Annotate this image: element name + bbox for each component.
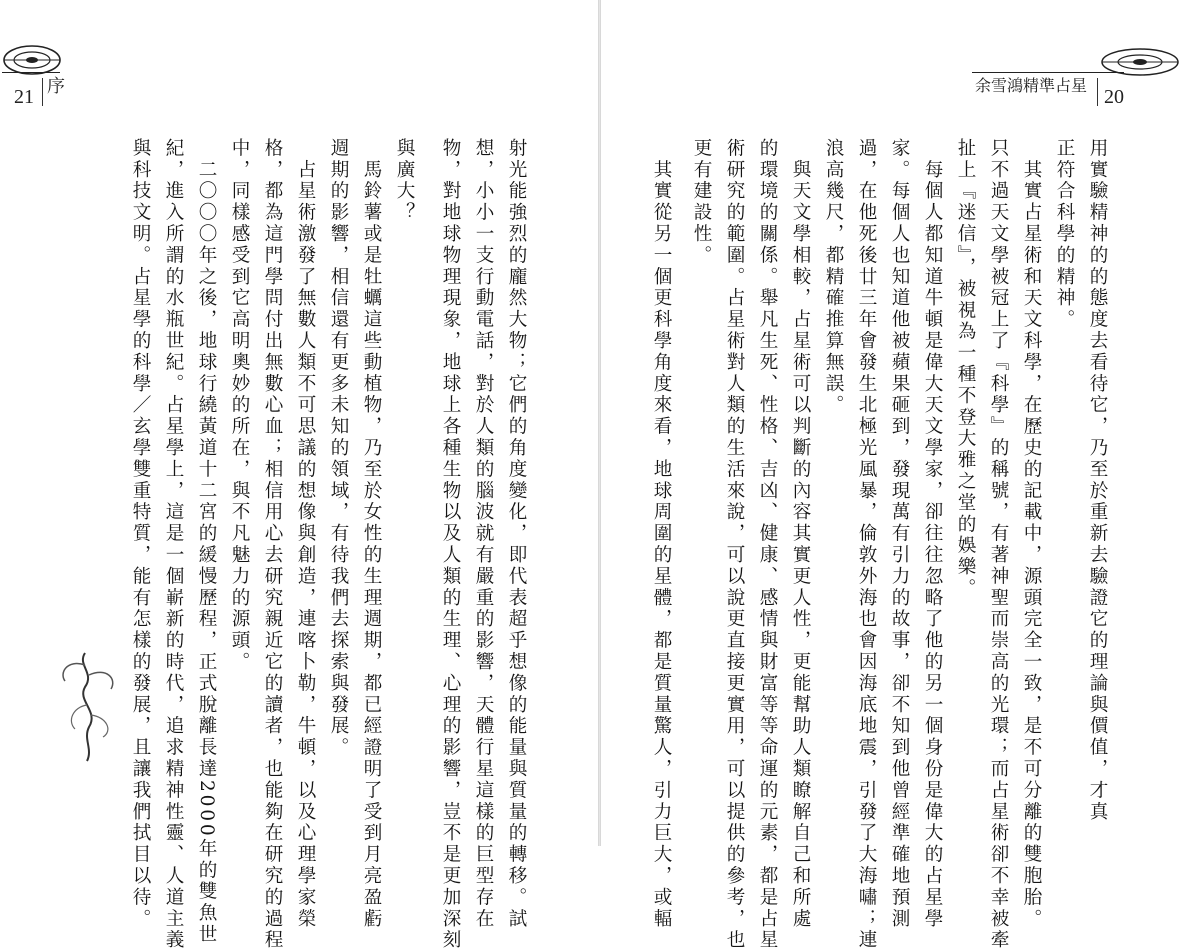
text-column: 家。每個人也知道他被蘋果砸到，發現萬有引力的故事，卻不知到他曾經準確地預測 [889, 138, 910, 930]
book-spine [598, 0, 601, 846]
text-column: 浪高幾尺，都精確推算無誤。 [823, 138, 844, 417]
text-column: 射光能強烈的龐然大物；它們的角度變化，即代表超乎想像的能量與質量的轉移。試 [506, 138, 527, 930]
text-column: 更有建設性。 [691, 138, 712, 267]
text-column: 扯上『迷信』，被視為一種不登大雅之堂的娛樂。 [955, 138, 976, 600]
text-column: 其實占星術和天文科學，在歷史的記載中，源頭完全一致，是不可分離的雙胞胎。 [1021, 138, 1042, 930]
right-page-number: 20 [1104, 86, 1124, 108]
header-tick-right [1097, 78, 1098, 106]
text-column: 用實驗精神的的態度去看待它，乃至於重新去驗證它的理論與價值，才真 [1087, 138, 1108, 823]
header-rule-left [2, 72, 60, 73]
text-column: 二〇〇〇年之後，地球行繞黃道十二宮的緩慢歷程，正式脫離長達2000年的雙魚世 [196, 138, 217, 946]
text-column: 週期的影響，相信還有更多未知的領域，有待我們去探索與發展。 [328, 138, 349, 759]
right-header-title: 余雪鴻精準占星 [975, 76, 1088, 95]
text-column: 紀，進入所謂的水瓶世紀。占星學上，這是一個嶄新的時代，追求精神性靈、人道主義 [163, 138, 184, 951]
text-column: 的環境的關係。舉凡生死、性格、吉凶、健康、感情與財富等等命運的元素，都是占星 [757, 138, 778, 951]
text-column: 想，小小一支行動電話，對於人類的腦波就有嚴重的影響，天體行星這樣的巨型存在 [473, 138, 494, 930]
text-column: 中，同樣感受到它高明奧妙的所在，與不凡魅力的源頭。 [229, 138, 250, 673]
left-header-label: 序 [47, 76, 65, 97]
text-column: 格，都為這門學問付出無數心血；相信用心去研究親近它的讀者，也能夠在研究的過程 [262, 138, 283, 951]
left-page-number: 21 [14, 86, 34, 108]
text-column: 過，在他死後廿三年會發生北極光風暴，倫敦外海也會因海底地震，引發了大海嘯；連 [856, 138, 877, 951]
text-column: 每個人都知道牛頓是偉大天文學家，卻往往忽略了他的另一個身份是偉大的占星學 [922, 138, 943, 930]
text-column: 與廣大？ [394, 138, 415, 224]
text-column: 占星術激發了無數人類不可思議的想像與創造，連喀卜勒，牛頓，以及心理學家榮 [295, 138, 316, 930]
text-column: 物，對地球物理現象，地球上各種生物以及人類的生理、心理的影響，豈不是更加深刻 [440, 138, 461, 951]
decorative-figure-icon [55, 645, 125, 765]
text-column: 只不過天文學被冠上了『科學』的稱號，有著神聖而崇高的光環；而占星術卻不幸被牽 [988, 138, 1009, 951]
text-column: 術研究的範圍。占星術對人類的生活來說，可以說更直接更實用，可以提供的參考，也 [724, 138, 745, 951]
text-column: 與科技文明。占星學的科學／玄學雙重特質，能有怎樣的發展，且讓我們拭目以待。 [130, 138, 151, 930]
text-column: 馬鈴薯或是牡蠣這些動植物，乃至於女性的生理週期，都已經證明了受到月亮盈虧 [361, 138, 382, 930]
zodiac-emblem-icon-right [1086, 40, 1184, 80]
text-column: 正符合科學的精神。 [1054, 138, 1075, 331]
header-tick-left [42, 78, 43, 106]
text-column: 與天文學相較，占星術可以判斷的內容其實更人性，更能幫助人類瞭解自己和所處 [790, 138, 811, 930]
text-column: 其實從另一個更科學角度來看，地球周圍的星體，都是質量驚人，引力巨大，或輻 [651, 138, 672, 930]
